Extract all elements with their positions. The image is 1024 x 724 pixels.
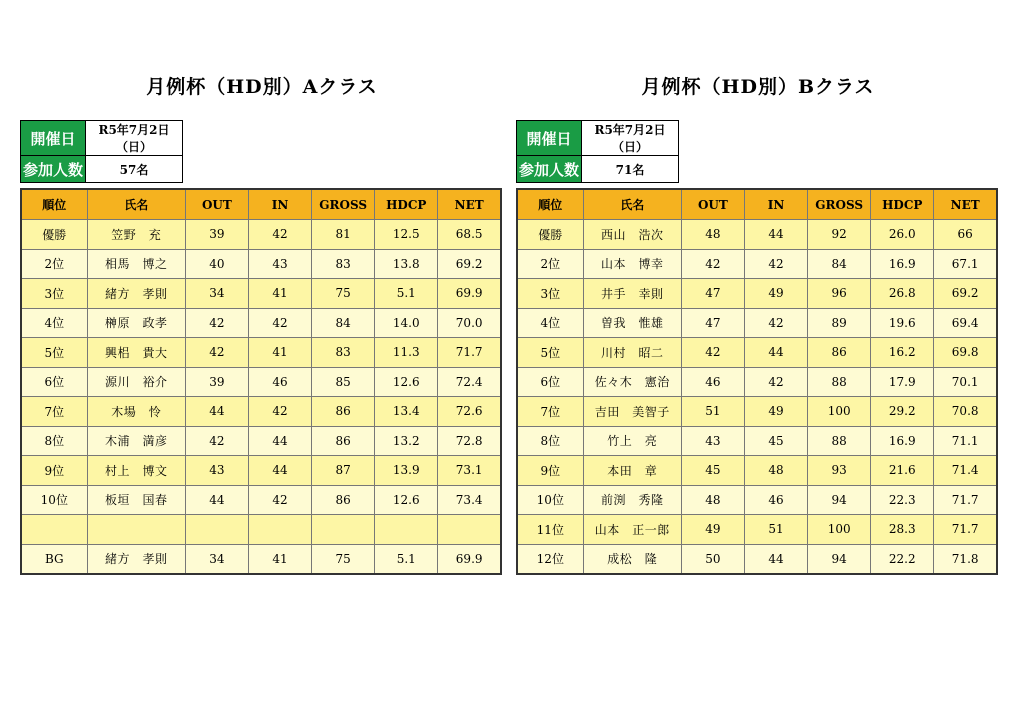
class-a-cell-rank: 3位 [21, 279, 87, 309]
class-a-cell-name: 木浦 満彦 [87, 426, 185, 456]
class-a-info-table [20, 120, 183, 183]
class-b-cell-gross: 88 [808, 367, 871, 397]
class-b-cell-gross: 89 [808, 308, 871, 338]
class-b-participants-value: 71名 [582, 156, 679, 183]
class-a-cell-hdcp: 5.1 [375, 544, 438, 574]
table-row [517, 485, 997, 515]
class-b-cell-name: 成松 隆 [583, 544, 681, 574]
class-b-cell-in: 42 [744, 308, 807, 338]
class-a-cell-in: 42 [248, 485, 311, 515]
class-b-header-rank: 順位 [517, 189, 583, 220]
class-b-cell-out: 49 [681, 515, 744, 545]
class-b-cell-hdcp: 26.0 [871, 220, 934, 250]
class-a-cell-name: 相馬 博之 [87, 249, 185, 279]
class-b-cell-net: 71.1 [934, 426, 997, 456]
class-b-cell-in: 48 [744, 456, 807, 486]
class-a-cell-in: 41 [248, 544, 311, 574]
class-a-cell-name: 板垣 国春 [87, 485, 185, 515]
class-b-cell-gross: 88 [808, 426, 871, 456]
class-a-cell-rank: 優勝 [21, 220, 87, 250]
table-row [21, 485, 501, 515]
class-a-cell-gross: 87 [312, 456, 375, 486]
class-b-cell-rank: 12位 [517, 544, 583, 574]
class-a-cell-gross: 81 [312, 220, 375, 250]
class-a-cell-name: 緒方 孝則 [87, 279, 185, 309]
class-b-cell-hdcp: 16.2 [871, 338, 934, 368]
table-row [517, 426, 997, 456]
class-a-cell-hdcp: 13.2 [375, 426, 438, 456]
class-b-cell-in: 44 [744, 220, 807, 250]
class-a-cell-hdcp: 11.3 [375, 338, 438, 368]
class-b-cell-net: 69.8 [934, 338, 997, 368]
class-b-cell-in: 42 [744, 367, 807, 397]
class-b-cell-gross: 86 [808, 338, 871, 368]
class-b-cell-in: 49 [744, 397, 807, 427]
class-a-cell-rank: 9位 [21, 456, 87, 486]
class-a-header-name: 氏名 [87, 189, 185, 220]
class-a-cell-net: 72.6 [438, 397, 501, 427]
class-b-cell-net: 70.1 [934, 367, 997, 397]
class-b-cell-hdcp: 28.3 [871, 515, 934, 545]
class-a-cell-hdcp: 5.1 [375, 279, 438, 309]
class-a-cell-out: 39 [185, 367, 248, 397]
class-b-header-out: OUT [681, 189, 744, 220]
class-a-cell-name: 村上 博文 [87, 456, 185, 486]
class-b-cell-gross: 94 [808, 485, 871, 515]
class-b-cell-net: 69.2 [934, 279, 997, 309]
class-a-cell-hdcp: 12.6 [375, 367, 438, 397]
class-b-cell-in: 44 [744, 338, 807, 368]
class-b-cell-out: 46 [681, 367, 744, 397]
class-b-header-gross: GROSS [808, 189, 871, 220]
class-b-cell-gross: 93 [808, 456, 871, 486]
class-a-cell-name: 源川 裕介 [87, 367, 185, 397]
class-a-cell-name: 興梠 貴大 [87, 338, 185, 368]
table-row [21, 279, 501, 309]
class-b-cell-out: 51 [681, 397, 744, 427]
table-row [517, 308, 997, 338]
class-b-cell-gross: 100 [808, 397, 871, 427]
class-a-cell-in: 46 [248, 367, 311, 397]
table-row [517, 249, 997, 279]
class-b-cell-gross: 92 [808, 220, 871, 250]
class-b-cell-rank: 6位 [517, 367, 583, 397]
table-row [517, 515, 997, 545]
class-a-cell-hdcp: 13.8 [375, 249, 438, 279]
class-b-cell-in: 45 [744, 426, 807, 456]
class-b-cell-out: 42 [681, 249, 744, 279]
class-a-cell-gross: 86 [312, 426, 375, 456]
class-b-cell-out: 48 [681, 220, 744, 250]
class-b-cell-name: 山本 博幸 [583, 249, 681, 279]
class-a-results-table [20, 188, 502, 575]
table-row [517, 279, 997, 309]
class-b-cell-hdcp: 17.9 [871, 367, 934, 397]
class-b-header-in: IN [744, 189, 807, 220]
class-a-cell-net: 69.9 [438, 544, 501, 574]
class-a-cell-gross: 83 [312, 338, 375, 368]
class-a-cell-out: 42 [185, 338, 248, 368]
class-b-cell-hdcp: 22.2 [871, 544, 934, 574]
table-row [517, 397, 997, 427]
class-b-cell-in: 46 [744, 485, 807, 515]
class-b-header-row [517, 189, 997, 220]
table-row [21, 397, 501, 427]
table-row [21, 308, 501, 338]
class-b-header-net: NET [934, 189, 997, 220]
class-b-cell-gross: 100 [808, 515, 871, 545]
class-a-cell-gross: 75 [312, 279, 375, 309]
table-row [21, 456, 501, 486]
class-b-results-table [516, 188, 998, 575]
class-a-cell-net: 72.8 [438, 426, 501, 456]
class-a-cell-rank: 5位 [21, 338, 87, 368]
class-b-cell-hdcp: 29.2 [871, 397, 934, 427]
class-a-cell-gross: 83 [312, 249, 375, 279]
class-a-date-value: R5年7月2日（日） [86, 121, 183, 156]
class-a-cell-rank: 10位 [21, 485, 87, 515]
table-row [21, 338, 501, 368]
class-b-cell-out: 50 [681, 544, 744, 574]
class-a-cell-out: 43 [185, 456, 248, 486]
class-b-cell-net: 67.1 [934, 249, 997, 279]
class-b-cell-out: 48 [681, 485, 744, 515]
class-b-cell-rank: 8位 [517, 426, 583, 456]
class-a-header-in: IN [248, 189, 311, 220]
class-b-cell-net: 71.8 [934, 544, 997, 574]
class-b-cell-name: 吉田 美智子 [583, 397, 681, 427]
class-b-cell-hdcp: 21.6 [871, 456, 934, 486]
class-b-cell-name: 井手 幸則 [583, 279, 681, 309]
class-a-cell-out: 34 [185, 279, 248, 309]
class-a-cell-hdcp: 14.0 [375, 308, 438, 338]
class-b-cell-out: 45 [681, 456, 744, 486]
class-a-cell-net: 69.2 [438, 249, 501, 279]
class-a-cell-gross: 85 [312, 367, 375, 397]
class-b-cell-rank: 2位 [517, 249, 583, 279]
table-row [21, 249, 501, 279]
class-a-date-label: 開催日 [21, 121, 86, 156]
class-b-cell-in: 51 [744, 515, 807, 545]
class-a-cell-net: 70.0 [438, 308, 501, 338]
class-b-cell-net: 69.4 [934, 308, 997, 338]
class-a-header-net: NET [438, 189, 501, 220]
class-a-cell-gross: 86 [312, 485, 375, 515]
class-a-cell-out: 42 [185, 426, 248, 456]
class-b-cell-rank: 7位 [517, 397, 583, 427]
class-b-cell-net: 71.7 [934, 515, 997, 545]
class-a-title: 月例杯（HD別）Aクラス [146, 76, 378, 98]
class-a-participants-label: 参加人数 [21, 156, 86, 183]
class-a-cell-rank: 7位 [21, 397, 87, 427]
class-b-cell-rank: 11位 [517, 515, 583, 545]
class-a-cell-hdcp [375, 515, 438, 545]
class-a-cell-net: 72.4 [438, 367, 501, 397]
class-b-header-name: 氏名 [583, 189, 681, 220]
class-b-header-hdcp: HDCP [871, 189, 934, 220]
class-b-cell-net: 71.7 [934, 485, 997, 515]
class-a-cell-hdcp: 12.6 [375, 485, 438, 515]
class-a-cell-out: 39 [185, 220, 248, 250]
class-b-cell-rank: 10位 [517, 485, 583, 515]
class-b-cell-in: 42 [744, 249, 807, 279]
class-a-cell-net: 71.7 [438, 338, 501, 368]
class-b-cell-rank: 9位 [517, 456, 583, 486]
class-a-cell-rank: BG [21, 544, 87, 574]
class-b-cell-out: 47 [681, 279, 744, 309]
class-b-cell-name: 前渕 秀隆 [583, 485, 681, 515]
class-b-date-label: 開催日 [517, 121, 582, 156]
class-a-cell-rank: 6位 [21, 367, 87, 397]
table-row [21, 367, 501, 397]
class-b-cell-name: 竹上 亮 [583, 426, 681, 456]
table-row [517, 367, 997, 397]
class-a-cell-hdcp: 13.4 [375, 397, 438, 427]
class-b-cell-name: 本田 章 [583, 456, 681, 486]
class-a-cell-gross: 75 [312, 544, 375, 574]
class-a-cell-in: 43 [248, 249, 311, 279]
table-row [21, 544, 501, 574]
class-a-cell-rank: 4位 [21, 308, 87, 338]
class-a-cell-rank: 2位 [21, 249, 87, 279]
class-a-cell-out: 44 [185, 397, 248, 427]
class-b-cell-net: 66 [934, 220, 997, 250]
class-a-header-hdcp: HDCP [375, 189, 438, 220]
class-a-cell-name [87, 515, 185, 545]
class-a-cell-out [185, 515, 248, 545]
class-a-cell-net: 73.1 [438, 456, 501, 486]
class-a-cell-in: 42 [248, 220, 311, 250]
table-row [517, 220, 997, 250]
class-b-cell-hdcp: 19.6 [871, 308, 934, 338]
class-b-participants-label: 参加人数 [517, 156, 582, 183]
class-a-header-out: OUT [185, 189, 248, 220]
class-b-cell-net: 70.8 [934, 397, 997, 427]
class-a-cell-gross [312, 515, 375, 545]
class-a-cell-gross: 84 [312, 308, 375, 338]
class-a-cell-net: 73.4 [438, 485, 501, 515]
class-b-cell-rank: 5位 [517, 338, 583, 368]
class-b-cell-out: 42 [681, 338, 744, 368]
class-a-header-rank: 順位 [21, 189, 87, 220]
class-b-cell-rank: 3位 [517, 279, 583, 309]
table-row [517, 544, 997, 574]
class-a-cell-out: 44 [185, 485, 248, 515]
class-a-cell-rank [21, 515, 87, 545]
class-a-cell-out: 42 [185, 308, 248, 338]
class-b-cell-gross: 96 [808, 279, 871, 309]
table-row [21, 220, 501, 250]
class-a-participants-value: 57名 [86, 156, 183, 183]
class-b-cell-hdcp: 26.8 [871, 279, 934, 309]
class-b-cell-in: 49 [744, 279, 807, 309]
table-row [21, 426, 501, 456]
table-row [21, 515, 501, 545]
class-b-cell-gross: 94 [808, 544, 871, 574]
class-b-cell-rank: 優勝 [517, 220, 583, 250]
class-a-cell-in: 44 [248, 426, 311, 456]
class-b-cell-hdcp: 22.3 [871, 485, 934, 515]
class-a-cell-in: 41 [248, 279, 311, 309]
class-a-cell-gross: 86 [312, 397, 375, 427]
class-a-cell-name: 榊原 政孝 [87, 308, 185, 338]
class-b-info-table [516, 120, 679, 183]
class-a-cell-hdcp: 13.9 [375, 456, 438, 486]
class-a-cell-in: 42 [248, 397, 311, 427]
table-row [517, 456, 997, 486]
class-b-cell-name: 佐々木 憲治 [583, 367, 681, 397]
class-b-cell-name: 西山 浩次 [583, 220, 681, 250]
class-a-header-gross: GROSS [312, 189, 375, 220]
class-a-cell-name: 緒方 孝則 [87, 544, 185, 574]
class-a-cell-in: 41 [248, 338, 311, 368]
class-b-cell-name: 山本 正一郎 [583, 515, 681, 545]
class-a-cell-rank: 8位 [21, 426, 87, 456]
class-b-cell-out: 43 [681, 426, 744, 456]
table-row [517, 338, 997, 368]
class-b-cell-hdcp: 16.9 [871, 426, 934, 456]
class-a-cell-net: 68.5 [438, 220, 501, 250]
class-a-cell-in [248, 515, 311, 545]
class-b-cell-hdcp: 16.9 [871, 249, 934, 279]
class-a-cell-name: 木場 怜 [87, 397, 185, 427]
class-a-cell-out: 40 [185, 249, 248, 279]
class-b-title: 月例杯（HD別）Bクラス [641, 76, 875, 98]
class-a-cell-in: 44 [248, 456, 311, 486]
class-a-cell-in: 42 [248, 308, 311, 338]
class-b-cell-name: 曽我 惟雄 [583, 308, 681, 338]
class-a-header-row [21, 189, 501, 220]
class-b-cell-in: 44 [744, 544, 807, 574]
class-a-cell-net [438, 515, 501, 545]
class-a-cell-out: 34 [185, 544, 248, 574]
class-b-cell-out: 47 [681, 308, 744, 338]
class-b-cell-name: 川村 昭二 [583, 338, 681, 368]
class-a-cell-hdcp: 12.5 [375, 220, 438, 250]
class-a-cell-name: 笠野 充 [87, 220, 185, 250]
class-a-cell-net: 69.9 [438, 279, 501, 309]
class-b-cell-net: 71.4 [934, 456, 997, 486]
class-b-cell-gross: 84 [808, 249, 871, 279]
class-b-cell-rank: 4位 [517, 308, 583, 338]
class-b-date-value: R5年7月2日（日） [582, 121, 679, 156]
